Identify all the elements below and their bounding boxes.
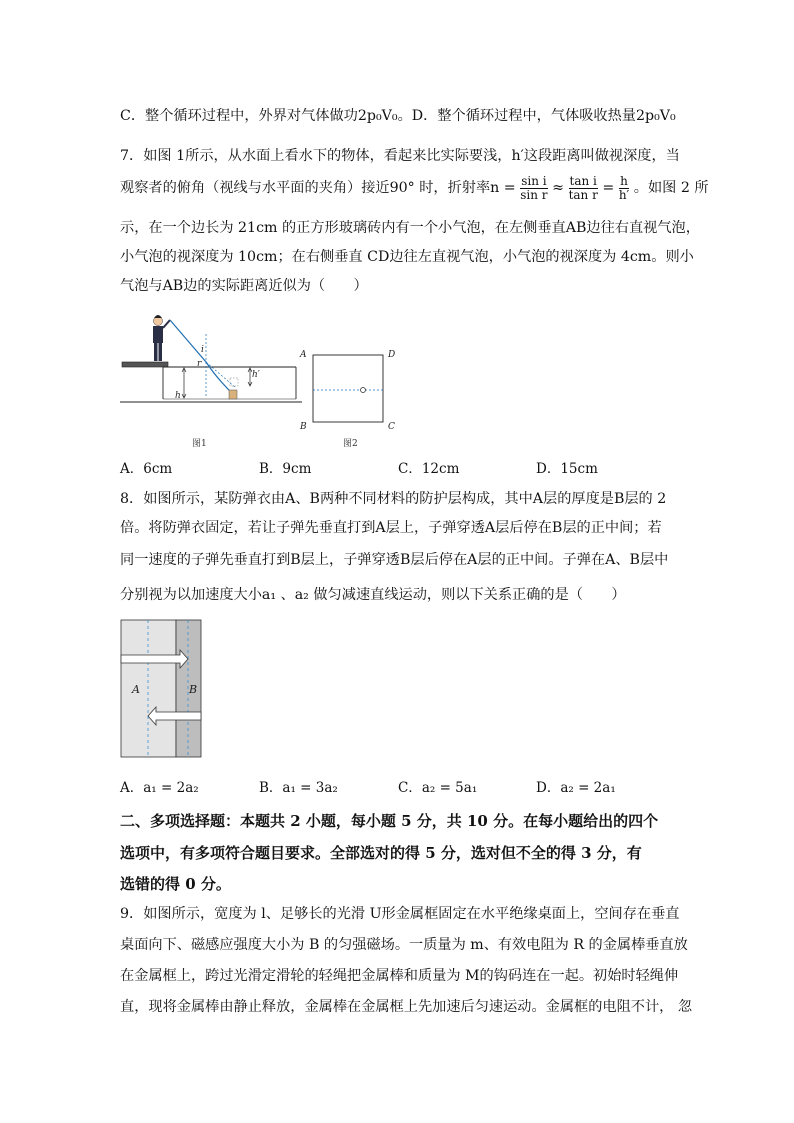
q8-option-b: B．a₁ = 3a₂: [259, 780, 338, 796]
figure-1-observer-diagram: [118, 306, 304, 422]
bubble-icon: [361, 388, 366, 393]
q7-line-2-a: 观察者的俯角（视线与水平面的夹角）接近90° 时，折射率n =: [120, 180, 516, 196]
q8-option-d: D．a₂ = 2a₁: [536, 780, 616, 796]
q8-line-2: 倍。将防弹衣固定，若让子弹先垂直打到A层上，子弹穿透A层后停在B层的正中间；若: [120, 520, 662, 536]
figure-1-caption: 图1: [192, 439, 207, 449]
approx-sign: ≈: [552, 180, 565, 196]
q7-option-d: D．15cm: [536, 461, 598, 477]
fraction-sin: [520, 175, 547, 202]
q9-line-4: 直，现将金属棒由静止释放，金属棒在金属框上先加速后匀速运动。金属框的电阻不计， 忽: [120, 999, 693, 1015]
q7-option-b: B．9cm: [259, 461, 312, 477]
q7-line-2: [120, 174, 709, 202]
fig1-label-i: i: [201, 345, 204, 355]
q7-line-2-b: 。如图 2 所: [633, 180, 709, 196]
q8-line-3: 同一速度的子弹先垂直打到B层上，子弹穿透B层后停在A层的正中间。子弹在A、B层中: [120, 552, 669, 568]
q7-option-a: A．6cm: [120, 461, 173, 477]
fraction-sin-num: sin i: [521, 173, 547, 188]
platform: [122, 362, 168, 367]
fig2-label-c: C: [388, 422, 395, 432]
q7-line-4: 小气泡的视深度为 10cm；在右侧垂直 CD边往左直视气泡，小气泡的视深度为 4cm。则小: [120, 249, 694, 265]
section-2-line-3: 选错的得 0 分。: [120, 875, 231, 893]
fig1-label-r: r: [197, 359, 202, 369]
q9-line-1: 9．如图所示，宽度为 l、足够长的光滑 U形金属框固定在水平绝缘桌面上，空间存在垂直: [120, 906, 680, 922]
fraction-h-den: h′: [618, 187, 630, 202]
figure-2-glass-square: [305, 350, 390, 426]
fraction-h: [619, 175, 629, 202]
fraction-tan: [569, 175, 598, 202]
q6-option-c-text: C．整个循环过程中，外界对气体做功2p₀V₀。: [120, 108, 412, 124]
fraction-tan-num: tan i: [569, 173, 597, 188]
q6-option-c: [120, 106, 676, 126]
observer-person-icon: [153, 315, 170, 361]
q8-line-4: 分别视为以加速度大小a₁ 、a₂ 做匀减速直线运动，则以下关系正确的是（ ）: [120, 587, 626, 603]
q7-line-3: 示，在一个边长为 21cm 的正方形玻璃砖内有一个小气泡，在左侧垂直AB边往右直视气泡，: [120, 220, 700, 236]
section-2-line-2: 选项中，有多项符合题目要求。全部选对的得 5 分，选对但不全的得 3 分，有: [120, 844, 642, 862]
q7-line-1: 7．如图 1所示，从水面上看水下的物体，看起来比实际要浅，h′这段距离叫做视深度，当: [120, 148, 680, 164]
layer-a: [121, 620, 176, 757]
fraction-tan-den: tan r: [568, 187, 598, 202]
fig2-label-b: B: [300, 422, 307, 432]
fig3-label-a: A: [132, 683, 140, 696]
q7-line-5: 气泡与AB边的实际距离近似为（ ）: [120, 278, 368, 294]
q6-option-d-text: D．整个循环过程中，气体吸收热量2p₀V₀: [411, 108, 676, 124]
fig2-label-d: D: [388, 350, 396, 360]
q9-line-2: 桌面向下、磁感应强度大小为 B 的匀强磁场。一质量为 m、有效电阻为 R 的金属棒垂直放: [120, 937, 688, 953]
fig3-label-b: B: [189, 683, 198, 696]
q8-line-1: 8．如图所示，某防弹衣由A、B两种不同材料的防护层构成，其中A层的厚度是B层的 2: [120, 491, 667, 507]
q7-option-c: C．12cm: [398, 461, 460, 477]
equals-sign: =: [602, 180, 615, 196]
q8-option-c: C．a₂ = 5a₁: [398, 780, 478, 796]
object-box: [229, 390, 237, 399]
q9-line-3: 在金属框上，跨过光滑定滑轮的轻绳把金属棒和质量为 M的钩码连在一起。初始时轻绳伸: [120, 968, 679, 984]
q8-option-a: A．a₁ = 2a₂: [120, 780, 199, 796]
fraction-h-num: h: [620, 173, 628, 188]
fig2-label-a: A: [300, 350, 307, 360]
figure-2-caption: 图2: [343, 439, 358, 449]
fig1-label-h: h: [175, 391, 181, 401]
fig1-label-h-prime: h′: [252, 370, 260, 380]
fraction-sin-den: sin r: [520, 187, 548, 202]
section-2-line-1: 二、多项选择题：本题共 2 小题，每小题 5 分，共 10 分。在每小题给出的四个: [120, 812, 659, 830]
